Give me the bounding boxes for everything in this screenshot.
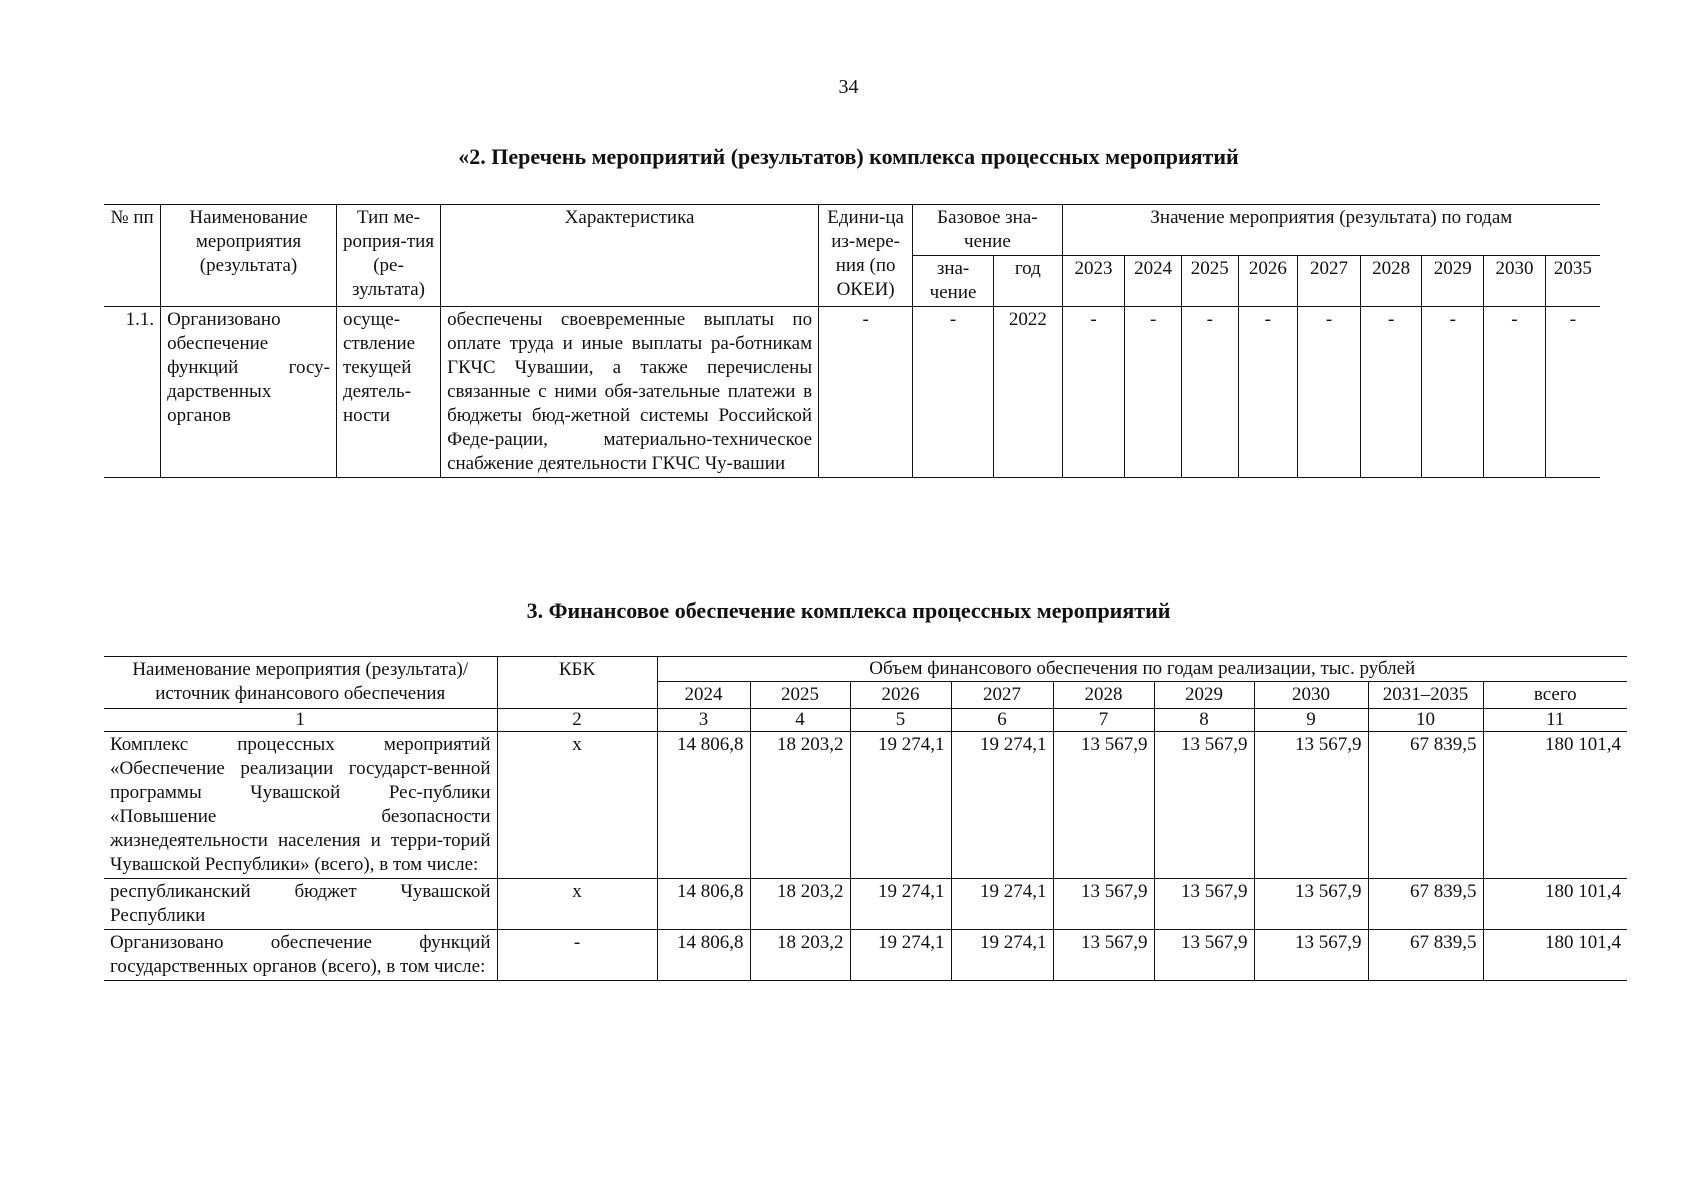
header-year: 2030	[1254, 682, 1368, 709]
row-value: 19 274,1	[850, 879, 951, 930]
row-value: 19 274,1	[951, 879, 1053, 930]
table-header-row	[104, 205, 1600, 256]
column-number: 2	[497, 709, 657, 732]
header-base: Базовое зна-чение	[913, 205, 1063, 256]
row-value: 19 274,1	[850, 732, 951, 879]
row-total: 180 101,4	[1483, 732, 1627, 879]
row-value: -	[1360, 307, 1422, 478]
page-number: 34	[838, 76, 859, 98]
header-year: 2026	[850, 682, 951, 709]
header-year: 2023	[1062, 256, 1125, 307]
header-volume: Объем финансового обеспечения по годам реализации, тыс. рублей	[657, 657, 1627, 682]
row-value: 18 203,2	[750, 879, 850, 930]
row-value: -	[1238, 307, 1298, 478]
header-base-year: год	[993, 256, 1062, 307]
row-total: 180 101,4	[1483, 930, 1627, 981]
row-value: 14 806,8	[657, 732, 750, 879]
header-year: 2025	[750, 682, 850, 709]
header-year: 2027	[1298, 256, 1361, 307]
row-kbk: -	[497, 930, 657, 981]
header-year: 2031–2035	[1368, 682, 1483, 709]
row-characteristic: обеспечены своевременные выплаты по оплате труда и иные выплаты ра-ботникам ГКЧС Чувашии, а также перечислены связанные с ними обя-зательные платежи в бюджеты бюд-жетной системы Российской Феде-рации, материально-техническое снабжение деятельности ГКЧС Чу-вашии	[441, 307, 819, 478]
table-row	[104, 879, 1627, 930]
header-name: Наименование мероприятия (результата)	[161, 205, 337, 307]
row-value: 14 806,8	[657, 930, 750, 981]
row-value: 13 567,9	[1154, 732, 1254, 879]
header-year: 2025	[1181, 256, 1238, 307]
section-2-title: «2. Перечень мероприятий (результатов) комплекса процессных мероприятий	[458, 144, 1239, 169]
header-name: Наименование мероприятия (результата)/источник финансового обеспечения	[104, 657, 497, 709]
row-value: -	[1545, 307, 1600, 478]
header-year: 2028	[1360, 256, 1422, 307]
row-value: -	[1484, 307, 1546, 478]
row-value: 19 274,1	[951, 930, 1053, 981]
column-numbers-row	[104, 709, 1627, 732]
header-year: 2028	[1053, 682, 1154, 709]
column-number: 6	[951, 709, 1053, 732]
column-number: 9	[1254, 709, 1368, 732]
row-unit: -	[819, 307, 913, 478]
row-value: -	[1062, 307, 1125, 478]
header-num: № пп	[104, 205, 161, 307]
header-base-value: зна-чение	[913, 256, 994, 307]
column-number: 11	[1483, 709, 1627, 732]
financing-table	[104, 656, 1627, 981]
row-value: -	[1125, 307, 1182, 478]
row-kbk: х	[497, 732, 657, 879]
row-value: 67 839,5	[1368, 879, 1483, 930]
row-name: Комплекс процессных мероприятий «Обеспечение реализации государст-венной программы Чувашской Рес-публики «Повышение безопасности жизнедеятельности населения и терри-торий Чувашской Республики» (всего), в том числе:	[104, 732, 497, 879]
row-name: республиканский бюджет Чувашской Республики	[104, 879, 497, 930]
header-type: Тип ме-роприя-тия (ре-зультата)	[336, 205, 440, 307]
row-value: 13 567,9	[1154, 930, 1254, 981]
header-year: 2029	[1422, 256, 1484, 307]
row-value: 19 274,1	[951, 732, 1053, 879]
header-total: всего	[1483, 682, 1627, 709]
header-year: 2030	[1484, 256, 1546, 307]
row-value: -	[1298, 307, 1361, 478]
column-number: 4	[750, 709, 850, 732]
header-values-by-year: Значение мероприятия (результата) по годам	[1062, 205, 1600, 256]
row-type: осуще-ствление текущей деятель-ности	[336, 307, 440, 478]
row-value: -	[1422, 307, 1484, 478]
header-year: 2029	[1154, 682, 1254, 709]
header-year: 2026	[1238, 256, 1298, 307]
header-year: 2035	[1545, 256, 1600, 307]
header-year: 2024	[657, 682, 750, 709]
column-number: 1	[104, 709, 497, 732]
table-row	[104, 307, 1600, 478]
row-value: 13 567,9	[1053, 879, 1154, 930]
row-value: 13 567,9	[1154, 879, 1254, 930]
row-num: 1.1.	[104, 307, 161, 478]
row-value: 13 567,9	[1254, 930, 1368, 981]
row-name: Организовано обеспечение функций государственных органов (всего), в том числе:	[104, 930, 497, 981]
row-name: Организовано обеспечение функций госу-дарственных органов	[161, 307, 337, 478]
header-kbk: КБК	[497, 657, 657, 709]
row-value: -	[1181, 307, 1238, 478]
header-year: 2024	[1125, 256, 1182, 307]
section-3-title: 3. Финансовое обеспечение комплекса процессных мероприятий	[526, 598, 1171, 623]
column-number: 5	[850, 709, 951, 732]
column-number: 8	[1154, 709, 1254, 732]
row-value: 14 806,8	[657, 879, 750, 930]
table-row	[104, 930, 1627, 981]
table-row	[104, 732, 1627, 879]
row-value: 19 274,1	[850, 930, 951, 981]
row-value: 18 203,2	[750, 930, 850, 981]
row-value: 67 839,5	[1368, 930, 1483, 981]
row-total: 180 101,4	[1483, 879, 1627, 930]
header-year: 2027	[951, 682, 1053, 709]
header-characteristic: Характеристика	[441, 205, 819, 307]
column-number: 10	[1368, 709, 1483, 732]
row-value: 13 567,9	[1254, 879, 1368, 930]
header-unit: Едини-ца из-мере-ния (по ОКЕИ)	[819, 205, 913, 307]
row-value: 13 567,9	[1254, 732, 1368, 879]
row-kbk: х	[497, 879, 657, 930]
column-number: 3	[657, 709, 750, 732]
table-header-row	[104, 657, 1627, 682]
measures-table	[104, 204, 1600, 478]
row-value: 13 567,9	[1053, 930, 1154, 981]
row-value: 67 839,5	[1368, 732, 1483, 879]
column-number: 7	[1053, 709, 1154, 732]
row-base-year: 2022	[993, 307, 1062, 478]
row-value: 13 567,9	[1053, 732, 1154, 879]
row-base-value: -	[913, 307, 994, 478]
row-value: 18 203,2	[750, 732, 850, 879]
